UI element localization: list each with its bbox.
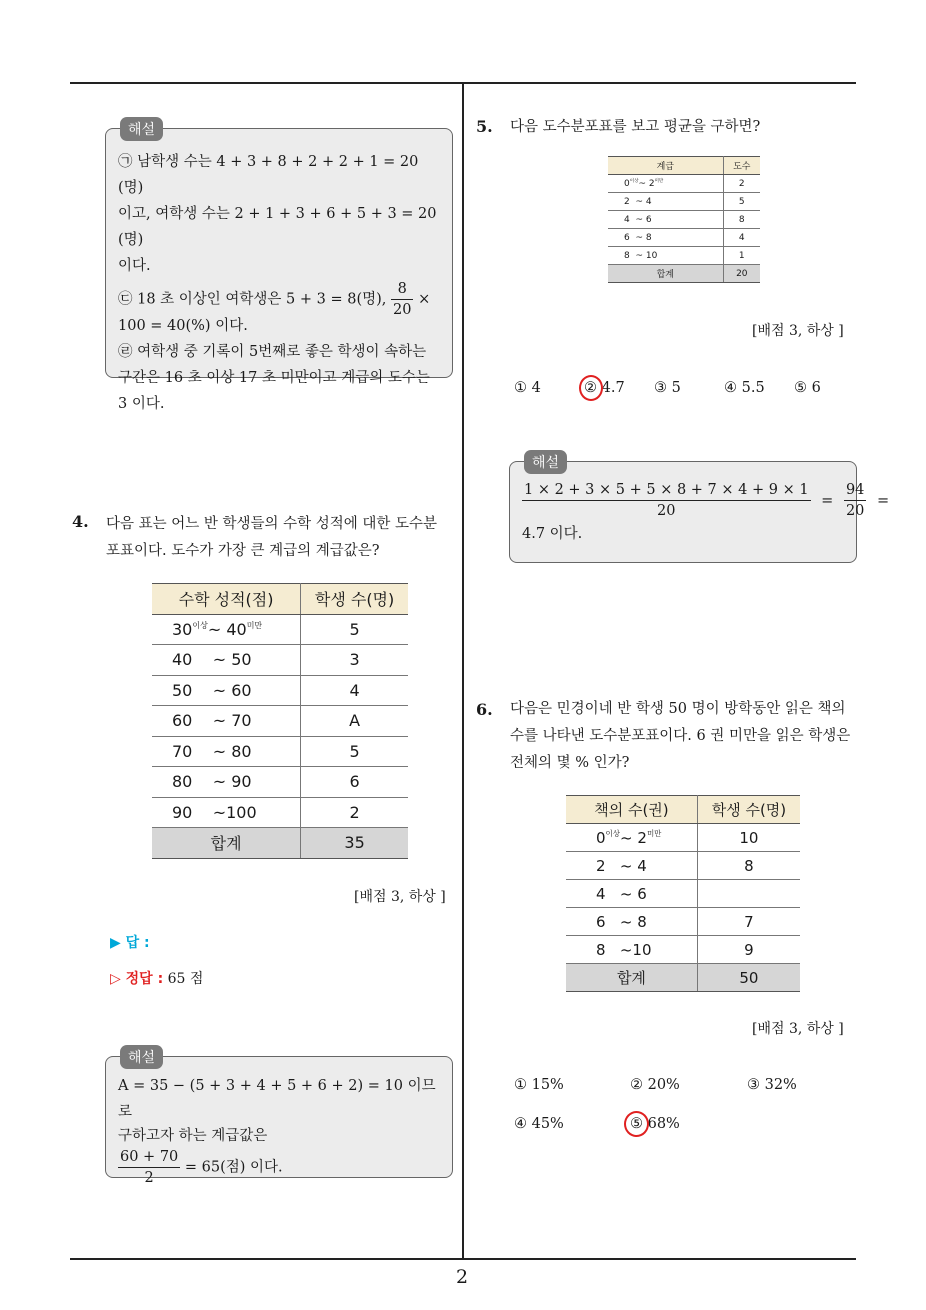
explanation-box-2 — [105, 1050, 453, 1186]
table-row: 90 ~100 2 — [152, 797, 408, 828]
table-header: 도수 — [723, 157, 760, 175]
explanation-line: 이고, 여학생 수는 2 + 1 + 3 + 6 + 5 + 3 = 20 (명) — [118, 206, 437, 248]
table-header: 수학 성적(점) — [152, 584, 301, 615]
explanation-line: 100 = 40(%) 이다. — [118, 318, 248, 334]
bottom-rule — [70, 1258, 856, 1260]
table-row: 80 ~ 90 6 — [152, 767, 408, 798]
fraction: $\frac{60 + 70}{2}$ — [120, 1149, 179, 1186]
selected-answer-mark — [579, 375, 603, 401]
explanation-tag: 해설 — [120, 117, 163, 141]
q6-choice-2[interactable]: ② 20% — [630, 1077, 680, 1093]
table-row: 8 ~ 10 1 — [608, 247, 760, 265]
table-row: $0^{이상}\sim$ $2^{미만}$ 2 — [608, 175, 760, 193]
fraction: $\frac{94}{20}$ — [845, 482, 865, 519]
explanation-body — [118, 149, 448, 417]
explanation-line: ㉢ 18 초 이상인 여학생은 5 + 3 = 8(명), $\frac{8}{20}$ × — [118, 281, 431, 318]
q5-frequency-table — [608, 156, 760, 283]
question-4-text: 다음 표는 어느 반 학생들의 수학 성적에 대한 도수분 포표이다. 도수가 가장 큰 계급의 계급값은? — [106, 516, 438, 559]
explanation-body: $\frac{1 \times 2 + 3 \times 5 + 5 \times 8 + 7 \times 4 + 9 \times 1}{20}$ = $\frac{94}{20}$ = 4.7 이다. — [522, 482, 890, 542]
q5-choice-1[interactable]: ① 4 — [514, 380, 541, 396]
page-number: 2 — [456, 1266, 469, 1288]
fraction: $\frac{1 \times 2 + 3 \times 5 + 5 \times 8 + 7 \times 4 + 9 \times 1}{20}$ — [524, 482, 809, 519]
question-6-text: 다음은 민경이네 반 학생 50 명이 방학동안 읽은 책의 수를 나타낸 도수분포표이다. 6 권 미만을 읽은 학생은 전체의 몇 % 인가? — [510, 701, 851, 771]
q5-score: [배점 3, 하상 ] — [752, 323, 844, 339]
table-row: 60 ~ 70 A — [152, 706, 408, 737]
explanation-tag: 해설 — [524, 450, 567, 474]
table-row: 6 ~ 8 7 — [566, 908, 800, 936]
q6-frequency-table — [566, 795, 800, 992]
fraction: $\frac{8}{20}$ — [393, 281, 412, 318]
q4-frequency-table — [152, 583, 408, 859]
correct-answer: ▷ 정답 : 65 점 — [110, 971, 204, 987]
q6-choice-5[interactable]: ⑤ 68% — [630, 1116, 680, 1132]
q6-choice-3[interactable]: ③ 32% — [747, 1077, 797, 1093]
selected-answer-mark — [624, 1111, 649, 1137]
explanation-box-1 — [105, 122, 453, 412]
table-row: 50 ~ 60 4 — [152, 675, 408, 706]
table-header: 학생 수(명) — [301, 584, 408, 615]
explanation-line: 구간은 16 초 이상 17 초 미만이고 계급의 도수는 — [118, 370, 430, 386]
table-row: 40 ~ 50 3 — [152, 645, 408, 676]
table-row: 70 ~ 80 5 — [152, 736, 408, 767]
explanation-body: A = 35 − (5 + 3 + 4 + 5 + 6 + 2) = 10 이므로 구하고자 하는 계급값은 $\frac{60 + 70}{2}$ = 65(점) 이다. — [118, 1078, 436, 1186]
table-row: 8 ~10 9 — [566, 936, 800, 964]
table-total-row: 합계 35 — [152, 828, 408, 859]
table-row: $30^{이상}\sim$ $40^{미만}$ 5 — [152, 614, 408, 645]
explanation-tag: 해설 — [120, 1045, 163, 1069]
table-row: 6 ~ 8 4 — [608, 229, 760, 247]
q4-score: [배점 3, 하상 ] — [354, 889, 446, 905]
answer-input-line[interactable]: ▶ 답 : — [110, 935, 150, 951]
table-total-row: 합계 50 — [566, 964, 800, 992]
q5-choice-5[interactable]: ⑤ 6 — [794, 380, 821, 396]
table-row: 4 ~ 6 8 — [608, 211, 760, 229]
q6-choice-1[interactable]: ① 15% — [514, 1077, 564, 1093]
table-total-row: 합계 20 — [608, 265, 760, 283]
explanation-line: ㉣ 여학생 중 기록이 5번째로 좋은 학생이 속하는 — [118, 344, 427, 360]
table-header: 학생 수(명) — [697, 796, 800, 824]
question-4-number: 4. — [72, 512, 89, 531]
q5-choice-2[interactable]: ② 4.7 — [584, 380, 625, 396]
q6-choice-4[interactable]: ④ 45% — [514, 1116, 564, 1132]
question-5-number: 5. — [476, 117, 493, 136]
q5-choice-3[interactable]: ③ 5 — [654, 380, 681, 396]
explanation-box-3 — [509, 455, 890, 563]
explanation-line: 3 이다. — [118, 396, 165, 412]
explanation-line: ㉠ 남학생 수는 4 + 3 + 8 + 2 + 2 + 1 = 20 (명) — [118, 154, 419, 196]
table-row: 2 ~ 4 8 — [566, 852, 800, 880]
table-header: 계급 — [608, 157, 723, 175]
question-6-number: 6. — [476, 700, 493, 719]
table-row: $0^{이상}\sim$ $2^{미만}$ 10 — [566, 824, 800, 852]
question-5-text: 다음 도수분포표를 보고 평균을 구하면? — [510, 119, 761, 135]
q6-score: [배점 3, 하상 ] — [752, 1021, 844, 1037]
explanation-line: 이다. — [118, 258, 151, 274]
table-header: 책의 수(권) — [566, 796, 697, 824]
table-row: 4 ~ 6 — [566, 880, 800, 908]
table-row: 2 ~ 4 5 — [608, 193, 760, 211]
column-divider — [462, 82, 464, 1258]
q5-choice-4[interactable]: ④ 5.5 — [724, 380, 765, 396]
